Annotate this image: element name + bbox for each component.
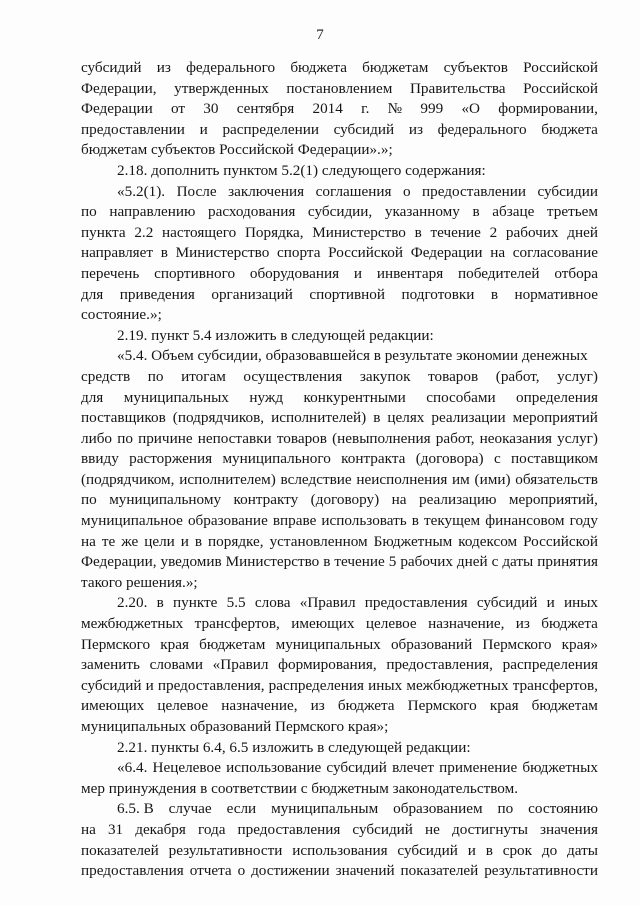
- text-word: определения: [516, 388, 598, 406]
- text-word: неисполнения: [356, 470, 448, 488]
- text-word: «6.4.: [117, 759, 148, 777]
- text-word: использования: [292, 841, 388, 859]
- text-word: Министерство: [175, 244, 270, 262]
- text-line: [81, 326, 598, 347]
- text-word: имеющих: [81, 697, 145, 715]
- text-word: бюджета: [541, 615, 598, 633]
- text-word: дней: [456, 553, 488, 571]
- text-word: из: [156, 59, 171, 76]
- text-word: вследствие: [280, 470, 352, 488]
- text-word: по: [147, 367, 164, 385]
- text-word: трансфертов,: [512, 676, 598, 694]
- text-word: результативности: [484, 862, 598, 880]
- text-word: муниципальных образований Пермского края»;: [81, 718, 389, 735]
- text-word: бюджетам субъектов Российской Федерации».»;: [81, 141, 393, 159]
- text-word: Федерации,: [81, 553, 157, 571]
- text-line: [81, 552, 598, 573]
- text-word: реализацию: [418, 491, 497, 509]
- text-word: края: [160, 635, 189, 653]
- text-word: достигнуты: [451, 820, 528, 838]
- text-word: 5.5: [226, 594, 246, 612]
- text-word: контракта: [341, 450, 406, 468]
- text-word: и: [180, 532, 189, 550]
- text-word: финансовом: [485, 512, 565, 530]
- text-word: «Правил: [212, 656, 269, 674]
- text-word: «О: [461, 100, 481, 118]
- text-word: закупок: [359, 367, 411, 385]
- text-word: на: [81, 532, 96, 550]
- text-word: порядке,: [208, 532, 264, 550]
- text-word: использование: [226, 759, 322, 777]
- text-word: направляет: [81, 244, 154, 262]
- text-word: сентября: [236, 100, 295, 118]
- text-word: 5: [388, 553, 397, 571]
- document-body: [81, 58, 598, 882]
- text-word: федерального: [437, 120, 527, 138]
- text-word: 2.18. дополнить пунктом 5.2(1) следующего содержания:: [117, 161, 486, 179]
- text-word: товаров: [276, 429, 327, 447]
- text-line: [81, 820, 598, 841]
- text-word: иных: [563, 594, 598, 612]
- text-word: конкурентными: [303, 388, 406, 406]
- text-word: бюджетам: [199, 635, 266, 653]
- text-word: году: [569, 512, 598, 530]
- text-line: [81, 140, 598, 161]
- text-line: [81, 285, 598, 306]
- text-word: даты: [502, 553, 534, 571]
- text-word: (ими): [474, 470, 511, 488]
- text-word: предоставлении: [422, 182, 526, 200]
- text-word: 2.2: [134, 223, 154, 241]
- text-word: Федерации,: [81, 79, 157, 97]
- text-word: с: [491, 553, 499, 571]
- text-word: заменить: [81, 656, 140, 674]
- text-word: назначение,: [428, 615, 505, 633]
- text-word: по: [81, 491, 97, 509]
- text-word: Порядка,: [244, 223, 304, 241]
- text-word: субсидии,: [307, 203, 373, 221]
- text-word: указанному: [384, 203, 460, 221]
- text-word: (договору): [310, 491, 380, 509]
- text-word: товаров: [428, 367, 479, 385]
- text-word: формирования,: [278, 656, 377, 674]
- text-word: расходования: [207, 203, 296, 221]
- text-word: настоящего: [162, 223, 237, 241]
- text-word: предоставлении: [81, 120, 185, 138]
- text-word: бюджета: [290, 59, 347, 76]
- text-word: мероприятий: [512, 409, 598, 427]
- text-line: [81, 120, 598, 141]
- text-word: субсидий: [326, 759, 387, 777]
- text-word: рабочих: [505, 223, 559, 241]
- text-line: [81, 161, 598, 182]
- text-word: субсидий: [81, 676, 142, 694]
- text-word: по: [117, 429, 133, 447]
- text-word: 2: [489, 223, 498, 241]
- text-word: 2.21. пункты 6.4, 6.5 изложить в следующей редакции:: [117, 738, 471, 756]
- text-word: спорта: [277, 244, 321, 262]
- text-word: Бюджетным: [373, 532, 453, 550]
- text-word: (договора): [415, 450, 484, 468]
- text-word: г.: [361, 100, 370, 118]
- text-word: соглашения: [315, 182, 392, 200]
- text-word: мероприятий,: [508, 491, 598, 509]
- text-word: «5.4. Объем субсидии, образовавшейся в результате экономии денежных: [117, 347, 588, 365]
- text-word: реализации: [431, 409, 506, 427]
- text-word: Российской: [523, 79, 598, 97]
- text-word: на: [490, 244, 506, 262]
- text-word: субсидий: [476, 594, 538, 612]
- text-word: услуг): [557, 429, 598, 447]
- text-word: исполнителей): [271, 409, 367, 427]
- text-word: слова: [254, 594, 291, 612]
- text-word: муниципальных: [123, 388, 229, 406]
- text-word: достижении: [251, 862, 330, 880]
- text-word: принятия: [537, 553, 598, 571]
- text-word: такого решения.»;: [81, 573, 198, 591]
- text-word: им: [452, 470, 470, 488]
- text-word: Министерство: [312, 223, 406, 241]
- text-word: муниципальное: [81, 512, 183, 530]
- text-word: Пермского: [482, 635, 552, 653]
- text-word: в: [485, 841, 493, 859]
- text-word: постановлением: [286, 79, 393, 97]
- text-word: назначение,: [221, 697, 298, 715]
- text-word: поставщиков: [81, 409, 166, 427]
- text-word: года: [197, 820, 226, 838]
- text-word: обязательств: [515, 470, 598, 488]
- text-line: [81, 305, 598, 326]
- text-word: ввиду: [81, 450, 119, 468]
- text-word: дней: [567, 223, 598, 241]
- text-word: с: [493, 450, 501, 468]
- text-word: рабочих: [400, 553, 453, 571]
- text-line: [81, 202, 598, 223]
- text-word: текущем: [423, 512, 481, 530]
- text-line: [81, 532, 598, 553]
- text-word: из: [408, 120, 423, 138]
- text-word: приведения: [119, 285, 195, 303]
- text-word: установленном: [269, 532, 368, 550]
- text-line: [81, 635, 598, 656]
- text-word: кодексом: [458, 532, 518, 550]
- text-word: предоставления: [364, 594, 468, 612]
- text-word: распределения: [268, 676, 365, 694]
- text-word: Нецелевое: [152, 759, 222, 777]
- text-line: [81, 346, 598, 367]
- text-word: Федерации: [410, 244, 483, 262]
- text-word: поставщиком: [511, 450, 598, 468]
- text-word: согласование: [512, 244, 598, 262]
- text-word: срок: [502, 841, 533, 859]
- text-word: и: [145, 676, 154, 694]
- text-word: победителей: [458, 264, 540, 282]
- text-word: случае: [168, 800, 212, 818]
- text-word: Пермского: [407, 697, 477, 715]
- text-word: нужд: [249, 388, 284, 406]
- text-line: [81, 388, 598, 409]
- text-line: [81, 593, 598, 614]
- text-word: отбора: [554, 264, 598, 282]
- text-word: Пермского: [81, 635, 151, 653]
- text-word: 999: [420, 100, 444, 118]
- text-word: и: [199, 120, 208, 138]
- text-line: [81, 738, 598, 759]
- text-word: неоказания: [479, 429, 553, 447]
- text-word: муниципальному: [109, 491, 222, 509]
- text-word: состояние.»;: [81, 306, 162, 324]
- text-word: субсидий: [333, 120, 395, 138]
- text-word: и: [353, 264, 363, 282]
- text-word: о: [237, 862, 246, 880]
- text-word: предоставления: [237, 820, 341, 838]
- text-word: Российской: [523, 59, 598, 76]
- text-line: [81, 841, 598, 862]
- text-word: значений: [335, 862, 395, 880]
- text-line: [81, 243, 598, 264]
- text-word: (работ,: [495, 367, 540, 385]
- text-word: 2.20.: [117, 594, 148, 612]
- text-word: средств: [81, 367, 131, 385]
- text-word: предоставления,: [386, 656, 493, 674]
- text-line: [81, 614, 598, 635]
- text-word: образованием: [393, 800, 483, 818]
- text-word: (невыполнения: [332, 429, 431, 447]
- text-line: [81, 470, 598, 491]
- text-word: способами: [426, 388, 496, 406]
- text-line: [81, 511, 598, 532]
- text-word: в: [323, 553, 331, 571]
- text-word: края»: [561, 635, 598, 653]
- text-word: трансфертов,: [194, 615, 280, 633]
- text-line: [81, 573, 598, 594]
- text-word: и: [546, 594, 555, 612]
- text-word: целевое: [157, 697, 209, 715]
- text-word: расторжения: [129, 450, 213, 468]
- text-word: бюджетных: [522, 759, 598, 777]
- text-line: [81, 429, 598, 450]
- text-word: либо: [81, 429, 113, 447]
- text-word: субсидии: [537, 182, 598, 200]
- text-word: состоянию: [528, 800, 598, 818]
- text-word: «5.2(1).: [117, 182, 166, 200]
- text-word: в: [373, 409, 381, 427]
- text-line: [81, 676, 598, 697]
- text-word: применение: [439, 759, 518, 777]
- text-word: отчета: [189, 862, 232, 880]
- text-word: показателей: [400, 862, 479, 880]
- text-word: о: [402, 182, 411, 200]
- text-word: на: [81, 820, 96, 838]
- text-word: Правительства: [409, 79, 506, 97]
- text-word: работ,: [435, 429, 475, 447]
- text-word: в: [411, 512, 419, 530]
- text-word: словами: [149, 656, 203, 674]
- text-word: 6.5. В: [117, 800, 154, 818]
- text-line: [81, 779, 598, 800]
- text-line: [81, 449, 598, 470]
- text-word: Федерации: [81, 100, 153, 118]
- text-word: муниципальным: [271, 800, 379, 818]
- text-word: целях: [387, 409, 425, 427]
- text-word: Российской: [523, 532, 598, 550]
- page-number: 7: [316, 27, 324, 43]
- text-word: направлению: [109, 203, 196, 221]
- text-line: [81, 79, 598, 100]
- text-word: для: [81, 388, 104, 406]
- text-word: вправе: [272, 512, 317, 530]
- text-word: по: [497, 800, 514, 818]
- text-word: итогам: [181, 367, 226, 385]
- text-line: [81, 99, 598, 120]
- text-word: субъектов: [443, 59, 508, 76]
- text-word: исполнителем): [179, 470, 276, 488]
- text-word: предоставления,: [157, 676, 265, 694]
- text-word: если: [226, 800, 257, 818]
- text-word: для: [81, 285, 104, 303]
- text-word: 31: [107, 820, 124, 838]
- text-word: цели: [144, 532, 175, 550]
- text-word: пункте: [173, 594, 218, 612]
- text-line: [81, 408, 598, 429]
- text-word: спортивной: [309, 285, 385, 303]
- text-word: по: [81, 203, 97, 221]
- text-word: инвентаря: [376, 264, 444, 282]
- text-word: (подрядчиков,: [172, 409, 265, 427]
- text-line: [81, 223, 598, 244]
- text-word: субсидий: [397, 841, 458, 859]
- text-word: даты: [567, 841, 598, 859]
- text-word: и: [467, 841, 476, 859]
- text-word: предоставления: [81, 862, 184, 880]
- text-word: бюджета: [337, 697, 395, 715]
- text-word: в: [490, 285, 499, 303]
- text-word: формировании,: [498, 100, 598, 118]
- text-word: бюджета: [541, 120, 598, 138]
- text-word: осуществления: [243, 367, 343, 385]
- text-word: муниципального: [222, 450, 331, 468]
- text-word: Российской: [328, 244, 404, 262]
- text-word: Министерство: [225, 553, 320, 571]
- text-word: субсидий: [352, 820, 413, 838]
- text-word: до: [541, 841, 558, 859]
- text-word: результативности: [168, 841, 283, 859]
- text-word: перечень: [81, 264, 140, 282]
- text-word: абзаце: [492, 203, 535, 221]
- text-word: 2.19. пункт 5.4 изложить в следующей редакции:: [117, 326, 434, 344]
- text-word: (подрядчиком,: [81, 470, 175, 488]
- text-word: услуг): [557, 367, 598, 385]
- text-word: организаций: [211, 285, 293, 303]
- text-line: [81, 861, 598, 882]
- text-word: же: [121, 532, 139, 550]
- text-word: течение: [334, 553, 385, 571]
- text-line: [81, 655, 598, 676]
- text-word: уведомив: [160, 553, 222, 571]
- text-line: [81, 717, 598, 738]
- text-word: утвержденных: [174, 79, 269, 97]
- text-word: После: [176, 182, 217, 200]
- text-line: [81, 367, 598, 388]
- text-word: иных: [368, 676, 403, 694]
- text-word: межбюджетных: [81, 615, 184, 633]
- text-word: те: [101, 532, 116, 550]
- text-word: нормативное: [514, 285, 598, 303]
- text-word: от: [170, 100, 186, 118]
- text-word: муниципальных: [275, 635, 381, 653]
- text-word: влечет: [392, 759, 434, 777]
- text-word: мер принуждения в соответствии с бюджетным законодательством.: [81, 779, 519, 797]
- text-word: подготовки: [401, 285, 475, 303]
- text-word: из: [515, 615, 530, 633]
- text-word: бюджетам: [362, 59, 429, 76]
- text-word: в: [472, 203, 480, 221]
- text-word: показателей: [81, 841, 159, 859]
- text-word: 2014: [312, 100, 343, 118]
- text-word: в: [194, 532, 203, 550]
- text-word: третьем: [546, 203, 598, 221]
- text-word: целевое: [365, 615, 417, 633]
- text-line: [81, 799, 598, 820]
- text-word: образование: [187, 512, 268, 530]
- text-word: спортивного: [154, 264, 236, 282]
- text-line: [81, 264, 598, 285]
- text-line: [81, 696, 598, 717]
- text-word: непоставки: [197, 429, 272, 447]
- text-word: пункта: [81, 223, 126, 241]
- text-word: межбюджетных: [406, 676, 509, 694]
- text-word: распределения: [502, 656, 598, 674]
- text-word: на: [391, 491, 407, 509]
- text-word: из: [310, 697, 325, 715]
- text-word: в: [156, 594, 164, 612]
- text-word: использовать: [321, 512, 407, 530]
- text-word: заключения: [228, 182, 305, 200]
- text-word: причине: [138, 429, 193, 447]
- text-word: федерального: [186, 59, 276, 76]
- text-word: не: [425, 820, 440, 838]
- text-word: бюджетам: [531, 697, 598, 715]
- text-word: «Правил: [299, 594, 356, 612]
- text-word: оборудования: [249, 264, 340, 282]
- text-line: [81, 58, 598, 79]
- text-word: в: [414, 223, 422, 241]
- text-word: образований: [390, 635, 473, 653]
- text-word: края: [489, 697, 519, 715]
- text-word: №: [387, 100, 403, 118]
- text-word: течение: [430, 223, 481, 241]
- text-line: [81, 758, 598, 779]
- text-word: распределении: [222, 120, 319, 138]
- text-word: имеющих: [291, 615, 355, 633]
- text-word: значения: [540, 820, 598, 838]
- text-word: 30: [203, 100, 219, 118]
- text-line: [81, 490, 598, 511]
- text-word: контракту: [233, 491, 299, 509]
- text-word: декабря: [135, 820, 186, 838]
- text-word: в: [160, 244, 168, 262]
- text-line: [81, 182, 598, 203]
- text-word: субсидий: [81, 59, 142, 76]
